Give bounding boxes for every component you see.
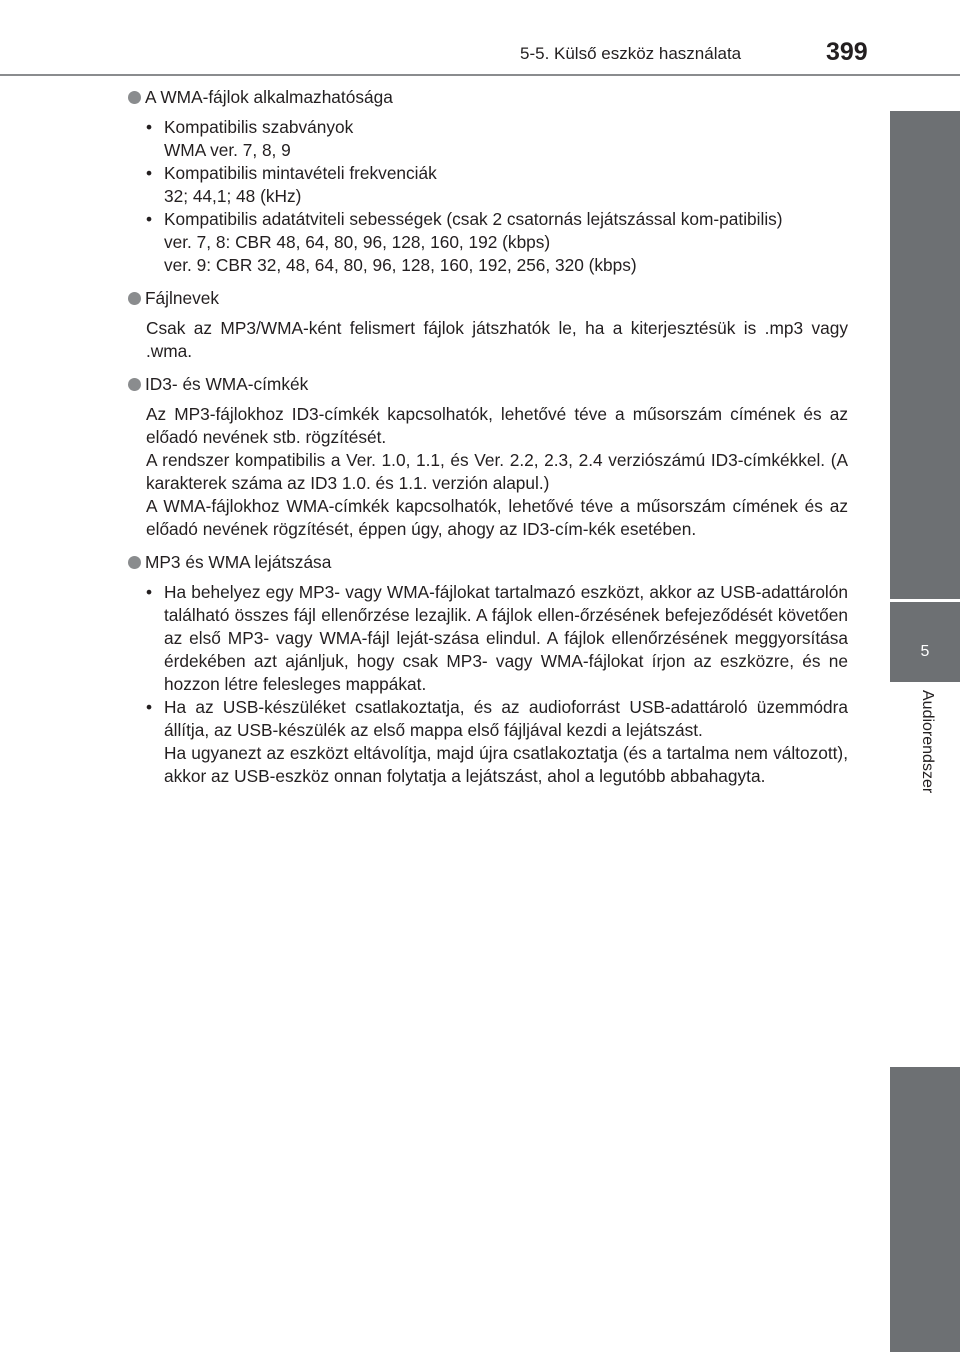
section-wma-compatibility [128, 86, 848, 277]
side-tab-bar-upper [890, 111, 960, 599]
bullet-dot-icon [128, 91, 141, 104]
section-heading [128, 86, 848, 109]
list-item [146, 581, 848, 696]
bullet-dot-icon [128, 556, 141, 569]
list-item-line: Kompatibilis szabványok [164, 117, 354, 137]
section-title: MP3 és WMA lejátszása [145, 552, 332, 572]
list-item-line: 32; 44,1; 48 (kHz) [164, 186, 302, 206]
paragraph: A WMA-fájlokhoz WMA-címkék kapcsolhatók, lehetővé téve a műsorszám címének és az előadó nevének rögzítését, éppen úgy, ahogy az ID3-cím-kék esetében. [146, 496, 848, 539]
list-item [146, 696, 848, 788]
section-file-names [128, 287, 848, 363]
list-item-line: Kompatibilis mintavételi frekvenciák [164, 163, 437, 183]
list-item-line: Kompatibilis adatátviteli sebességek (csak 2 csatornás lejátszással kom-patibilis) [164, 209, 783, 229]
section-heading [128, 373, 848, 396]
page-content [128, 86, 848, 798]
section-mp3-wma-playback [128, 551, 848, 788]
section-id3-wma-tags [128, 373, 848, 541]
section-title: ID3- és WMA-címkék [145, 374, 309, 394]
list-item-line: Ha az USB-készüléket csatlakoztatja, és az audioforrást USB-adattároló üzemmódra állítja, az USB-készülék az első mappa első fájljával kezdi a lejátszást. [164, 697, 848, 740]
bullet-mark-icon: • [146, 209, 153, 229]
chapter-label: Audiorendszer [919, 690, 936, 794]
list-item-line: Ha behelyez egy MP3- vagy WMA-fájlokat tartalmazó eszközt, akkor az USB-adattárolón található összes fájl ellenőrzése lezajlik. A fájlok ellen-őrzésének befejeződését követően az első MP3- vagy WMA-fájl leját-szása elindul. A fájlok ellenőrzésének meggyorsítása érdekében azt ajánljuk, hogy csak MP3- vagy WMA-fájlokat írjon az eszközre, és ne hozzon létre felesleges mappákat. [164, 582, 848, 694]
section-heading [128, 287, 848, 310]
list-item-line: Ha ugyanezt az eszközt eltávolítja, majd újra csatlakoztatja (és a tartalma nem változott), akkor az USB-eszköz onnan folytatja a lejátszást, ahol a legutóbb abbahagyta. [164, 743, 848, 786]
list-item [146, 116, 848, 162]
side-tab-bar-lower [890, 1067, 960, 1352]
section-title: A WMA-fájlok alkalmazhatósága [145, 87, 393, 107]
bullet-dot-icon [128, 378, 141, 391]
page-number: 399 [826, 38, 868, 66]
paragraph: Csak az MP3/WMA-ként felismert fájlok játszhatók le, ha a kiterjesztésük is .mp3 vagy .wma. [146, 318, 848, 361]
bullet-dot-icon [128, 292, 141, 305]
bullet-mark-icon: • [146, 163, 153, 183]
list-item-line: ver. 7, 8: CBR 48, 64, 80, 96, 128, 160, 192 (kbps) [164, 232, 551, 252]
bullet-list [146, 581, 848, 788]
chapter-number: 5 [920, 643, 930, 660]
bullet-mark-icon: • [146, 697, 153, 717]
list-item-line: WMA ver. 7, 8, 9 [164, 140, 291, 160]
section-title: Fájlnevek [145, 288, 219, 308]
paragraph: Az MP3-fájlokhoz ID3-címkék kapcsolhatók, lehetővé téve a műsorszám címének és az előadó nevének stb. rögzítését. [146, 404, 848, 447]
bullet-mark-icon: • [146, 117, 153, 137]
list-item [146, 162, 848, 208]
section-heading [128, 551, 848, 574]
chapter-tab [890, 602, 960, 682]
header-rule [0, 74, 960, 76]
paragraph: A rendszer kompatibilis a Ver. 1.0, 1.1, és Ver. 2.2, 2.3, 2.4 verziószámú ID3-címkékkel. (A karakterek száma az ID3 1.0. és 1.1. verzión alapul.) [146, 450, 848, 493]
bullet-mark-icon: • [146, 582, 153, 602]
running-header-title: 5-5. Külső eszköz használata [520, 44, 742, 63]
list-item-line: ver. 9: CBR 32, 48, 64, 80, 96, 128, 160, 192, 256, 320 (kbps) [164, 255, 637, 275]
bullet-list [146, 116, 848, 277]
list-item [146, 208, 848, 277]
